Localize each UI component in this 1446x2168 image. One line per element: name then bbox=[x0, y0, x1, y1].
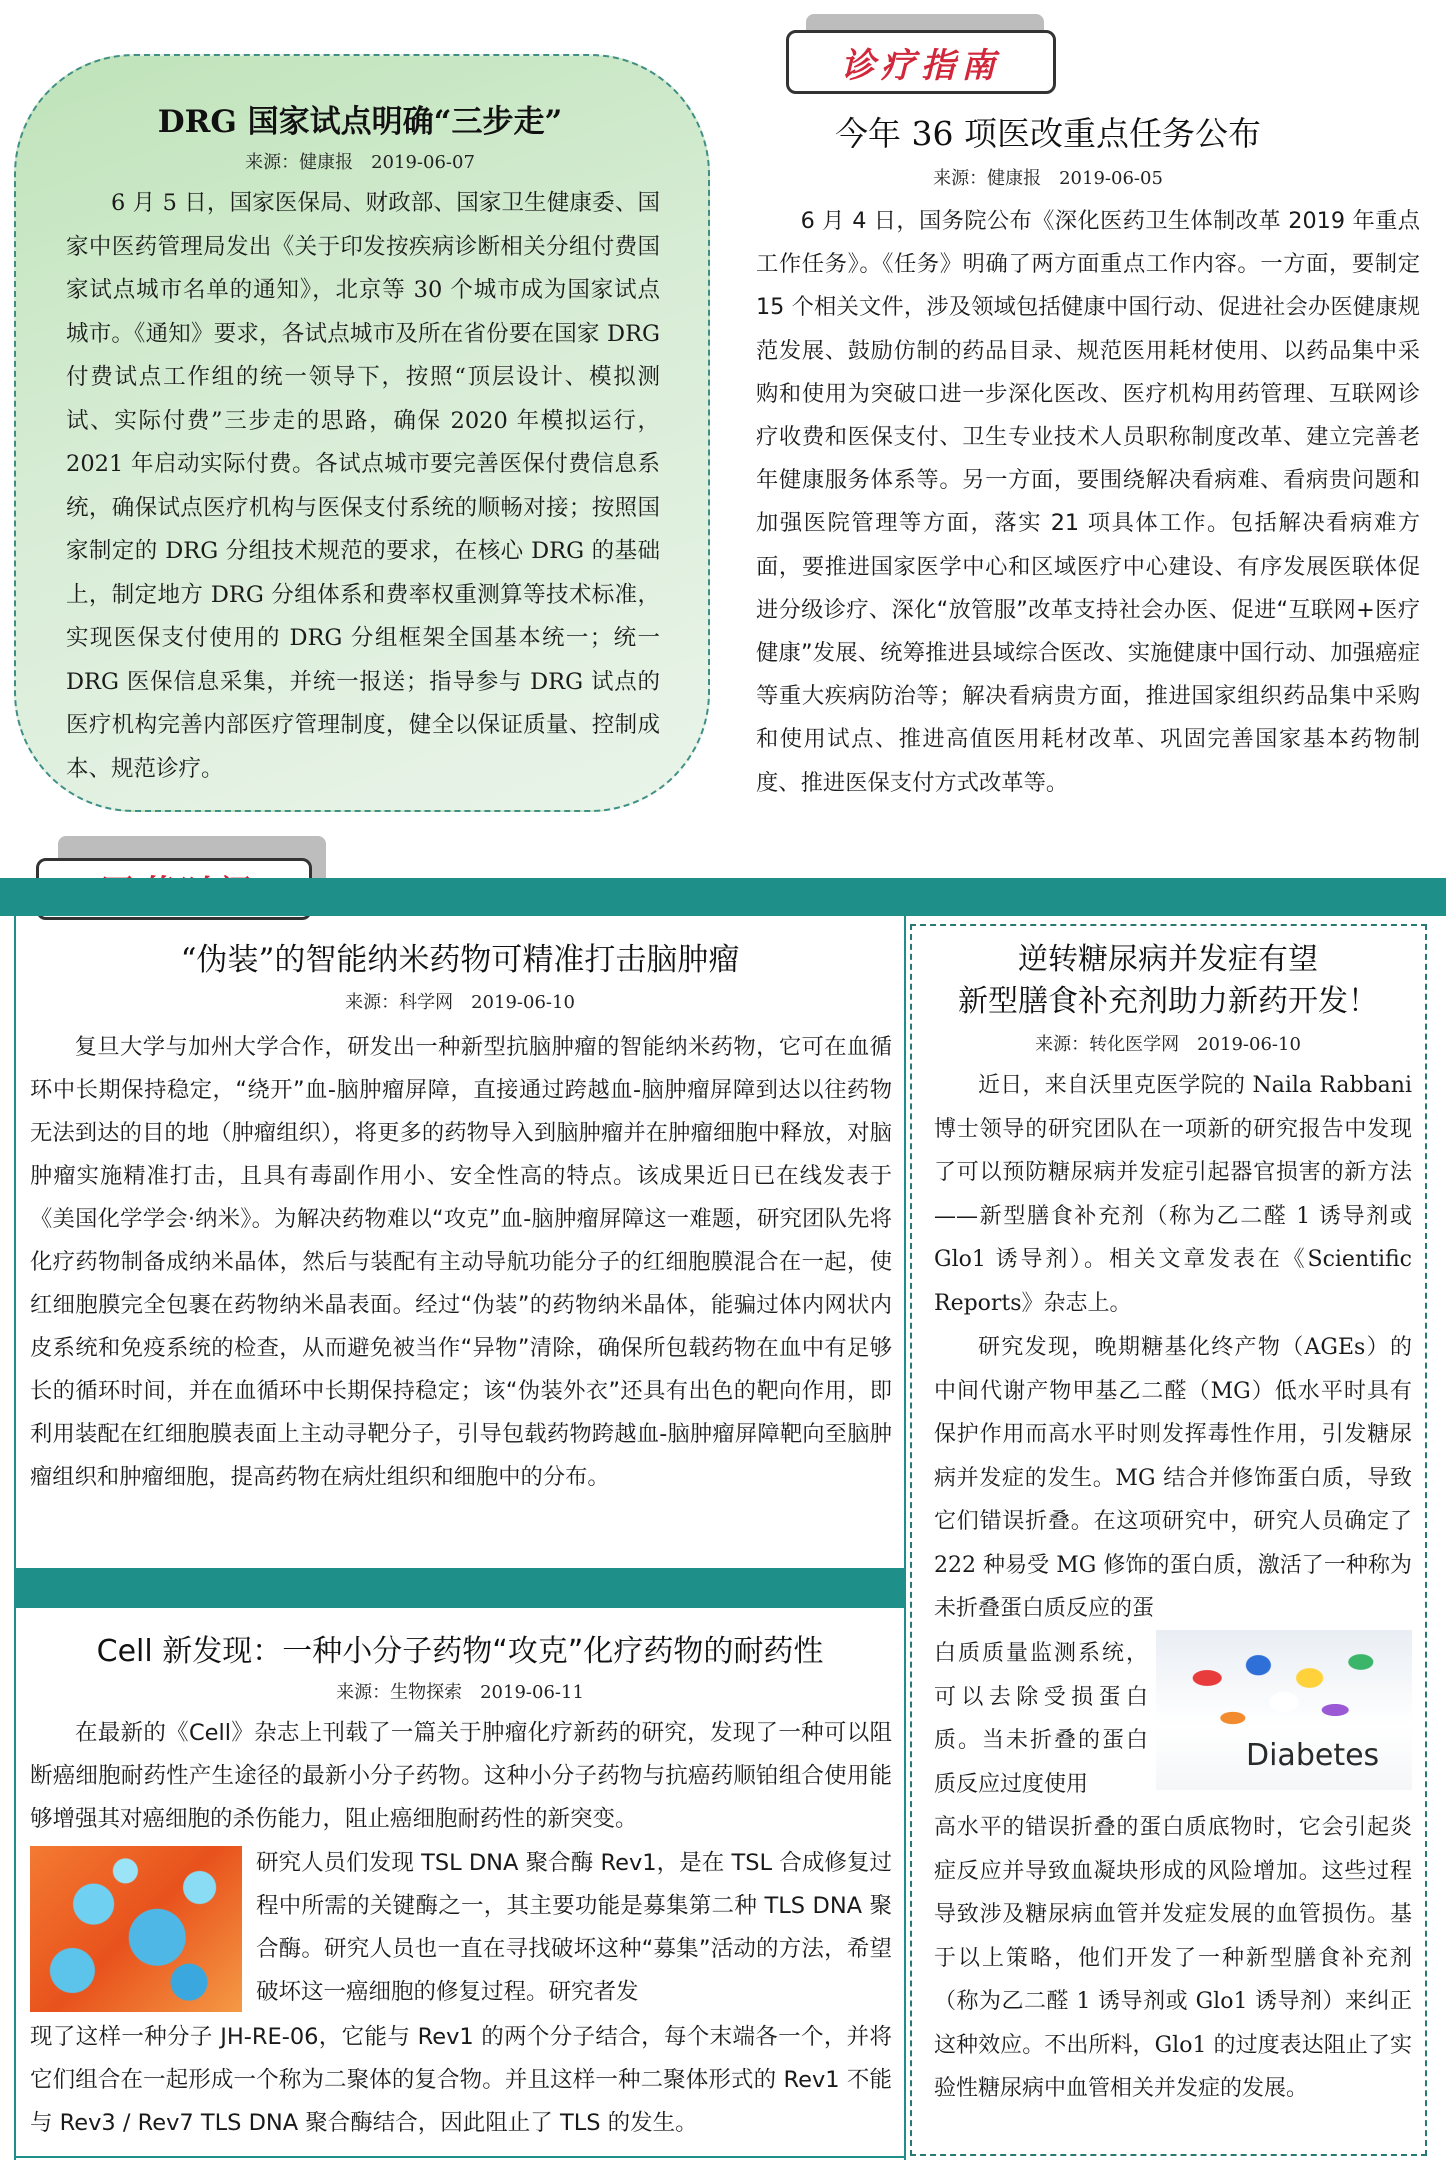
diabetes-title-line2: 新型膳食补充剂助力新药开发！ bbox=[958, 984, 1378, 1019]
news-section-band bbox=[0, 878, 1446, 916]
bottom-frame-line bbox=[14, 2156, 906, 2158]
reform-article-source: 来源：健康报 2019-06-05 bbox=[933, 168, 1163, 189]
drg-article-title: DRG 国家试点明确“三步走” bbox=[157, 104, 563, 140]
cell-article-para2-wrap: 研究人员们发现 TSL DNA 聚合酶 Rev1，是在 TSL 合成修复过程中所需的关键酶之一，其主要功能是募集第二种 TLS DNA 聚合酶。研究人员也一直在寻找破坏这种“募集”活动的方法，希望破坏这一癌细胞的修复过程。研究者发 bbox=[256, 1850, 892, 2005]
nano-article-body: 复旦大学与加州大学合作，研发出一种新型抗脑肿瘤的智能纳米药物，它可在血循环中长期保持稳定，“绕开”血-脑肿瘤屏障，直接通过跨越血-脑肿瘤屏障到达以往药物无法到达的目的地（肿瘤组织），将更多的药物导入到脑肿瘤并在肿瘤细胞中释放，对脑肿瘤实施精准打击，且具有毒副作用小、安全性高的特点。该成果近日已在线发表于《美国化学学会·纳米》。为解决药物难以“攻克”血-脑肿瘤屏障这一难题，研究团队先将化疗药物制备成纳米晶体，然后与装配有主动导航功能分子的红细胞膜混合在一起，使红细胞膜完全包裹在药物纳米晶表面。经过“伪装”的药物纳米晶体，能骗过体内网状内皮系统和免疫系统的检查，从而避免被当作“异物”清除，确保所包载药物在血中有足够长的循环时间，并在血循环中长期保持稳定；该“伪装外衣”还具有出色的靶向作用，即利用装配在红细胞膜表面上主动寻靶分子，引导包载药物跨越血-脑肿瘤屏障靶向至脑肿瘤组织和肿瘤细胞，提高药物在病灶组织和细胞中的分布。 bbox=[30, 1034, 892, 1490]
diabetes-article-para2-end: 高水平的错误折叠的蛋白质底物时，它会引起炎症反应并导致血凝块形成的风险增加。这些过程导致涉及糖尿病血管并发症发展的血管损伤。基于以上策略，他们开发了一种新型膳食补充剂（称为乙二醛 1 诱导剂或 Glo1 诱导剂）来纠正这种效应。不出所料，Glo1 的过度表达阻止了实验性糖尿病中血管相关并发症的发展。 bbox=[934, 1815, 1412, 2101]
diabetes-title-line1: 逆转糖尿病并发症有望 bbox=[1018, 942, 1318, 977]
cancer-cells-image bbox=[30, 1846, 242, 2012]
reform-article-body: 6 月 4 日，国务院公布《深化医药卫生体制改革 2019 年重点工作任务》。《任务》明确了两方面重点工作内容。一方面，要制定 15 个相关文件，涉及领域包括健康中国行动、促进社会办医健康规范发展、鼓励仿制的药品目录、规范医用耗材使用、以药品集中采购和使用为突破口进一步深化医改、医疗机构用药管理、互联网诊疗收费和医保支付、卫生专业技术人员职称制度改革、建立完善老年健康服务体系等。另一方面，要围绕解决看病难、看病贵问题和加强医院管理等方面，落实 21 项具体工作。包括解决看病难方面，要推进国家医学中心和区域医疗中心建设、有序发展医联体促进分级诊疗、深化“放管服”改革支持社会办医、促进“互联网+医疗健康”发展、统筹推进县域综合医改、实施健康中国行动、加强癌症等重大疾病防治等；解决看病贵方面，推进国家组织药品集中采购和使用试点、推进高值医用耗材改革、巩固完善国家基本药物制度、推进医保支付方式改革等。 bbox=[756, 208, 1420, 796]
cell-article-para1: 在最新的《Cell》杂志上刊载了一篇关于肿瘤化疗新药的研究，发现了一种可以阻断癌细胞耐药性产生途径的最新小分子药物。这种小分子药物与抗癌药顺铂组合使用能够增强其对癌细胞的杀伤能力，阻止癌细胞耐药性的新突变。 bbox=[30, 1720, 892, 1832]
news-divider-band bbox=[14, 1568, 904, 1608]
middle-frame-line bbox=[904, 916, 906, 2160]
drg-article-source: 来源：健康报 2019-06-07 bbox=[245, 152, 475, 173]
diabetes-article-para2: 研究发现，晚期糖基化终产物（AGEs）的中间代谢产物甲基乙二醛（MG）低水平时具有保护作用而高水平时则发挥毒性作用，引发糖尿病并发症的发生。MG 结合并修饰蛋白质，导致它们错误折叠。在这项研究中，研究人员确定了 222 种易受 MG 修饰的蛋白质，激活了一种称为未折叠蛋白质反应的蛋 bbox=[934, 1335, 1412, 1621]
diabetes-image bbox=[1156, 1630, 1412, 1790]
guide-section-tab: 诊疗指南 bbox=[786, 30, 1056, 94]
left-frame-line bbox=[14, 916, 16, 2160]
nano-article-title: “伪装”的智能纳米药物可精准打击脑肿瘤 bbox=[180, 942, 740, 978]
diabetes-article-para2-wrap: 白质质量监测系统，可以去除受损蛋白质。当未折叠的蛋白质反应过度使用 bbox=[934, 1641, 1148, 1797]
reform-article-title: 今年 36 项医改重点任务公布 bbox=[835, 114, 1261, 153]
diabetes-article-para1: 近日，来自沃里克医学院的 Naila Rabbani 博士领导的研究团队在一项新的研究报告中发现了可以预防糖尿病并发症引起器官损害的新方法——新型膳食补充剂（称为乙二醛 1 诱导剂或 Glo1 诱导剂）。相关文章发表在《Scientific Reports》杂志上。 bbox=[934, 1073, 1412, 1316]
cell-article-title: Cell 新发现：一种小分子药物“攻克”化疗药物的耐药性 bbox=[96, 1634, 824, 1669]
nano-article-source: 来源：科学网 2019-06-10 bbox=[345, 992, 575, 1013]
cell-article-source: 来源：生物探索 2019-06-11 bbox=[336, 1682, 584, 1703]
diabetes-article-source: 来源：转化医学网 2019-06-10 bbox=[1035, 1034, 1301, 1055]
cell-article-para2-full: 现了这样一种分子 JH-RE-06，它能与 Rev1 的两个分子结合，每个末端各一个，并将它们组合在一起形成一个称为二聚体的复合物。并且这样一种二聚体形式的 Rev1 不能与 Rev3 / Rev7 TLS DNA 聚合酶结合，因此阻止了 TLS 的发生。 bbox=[30, 2024, 892, 2136]
drg-article-body: 6 月 5 日，国家医保局、财政部、国家卫生健康委、国家中医药管理局发出《关于印发按疾病诊断相关分组付费国家试点城市名单的通知》，北京等 30 个城市成为国家试点城市。《通知》要求，各试点城市及所在省份要在国家 DRG 付费试点工作组的统一领导下，按照“顶层设计、模拟测试、实际付费”三步走的思路，确保 2020 年模拟运行，2021 年启动实际付费。各试点城市要完善医保付费信息系统，确保试点医疗机构与医保支付系统的顺畅对接；按照国家制定的 DRG 分组技术规范的要求，在核心 DRG 的基础上，制定地方 DRG 分组体系和费率权重测算等技术标准，实现医保支付使用的 DRG 分组框架全国基本统一；统一 DRG 医保信息采集，并统一报送；指导参与 DRG 试点的医疗机构完善内部医疗管理制度，健全以保证质量、控制成本、规范诊疗。 bbox=[66, 190, 660, 782]
diabetes-image-label: Diabetes bbox=[1246, 1738, 1380, 1773]
